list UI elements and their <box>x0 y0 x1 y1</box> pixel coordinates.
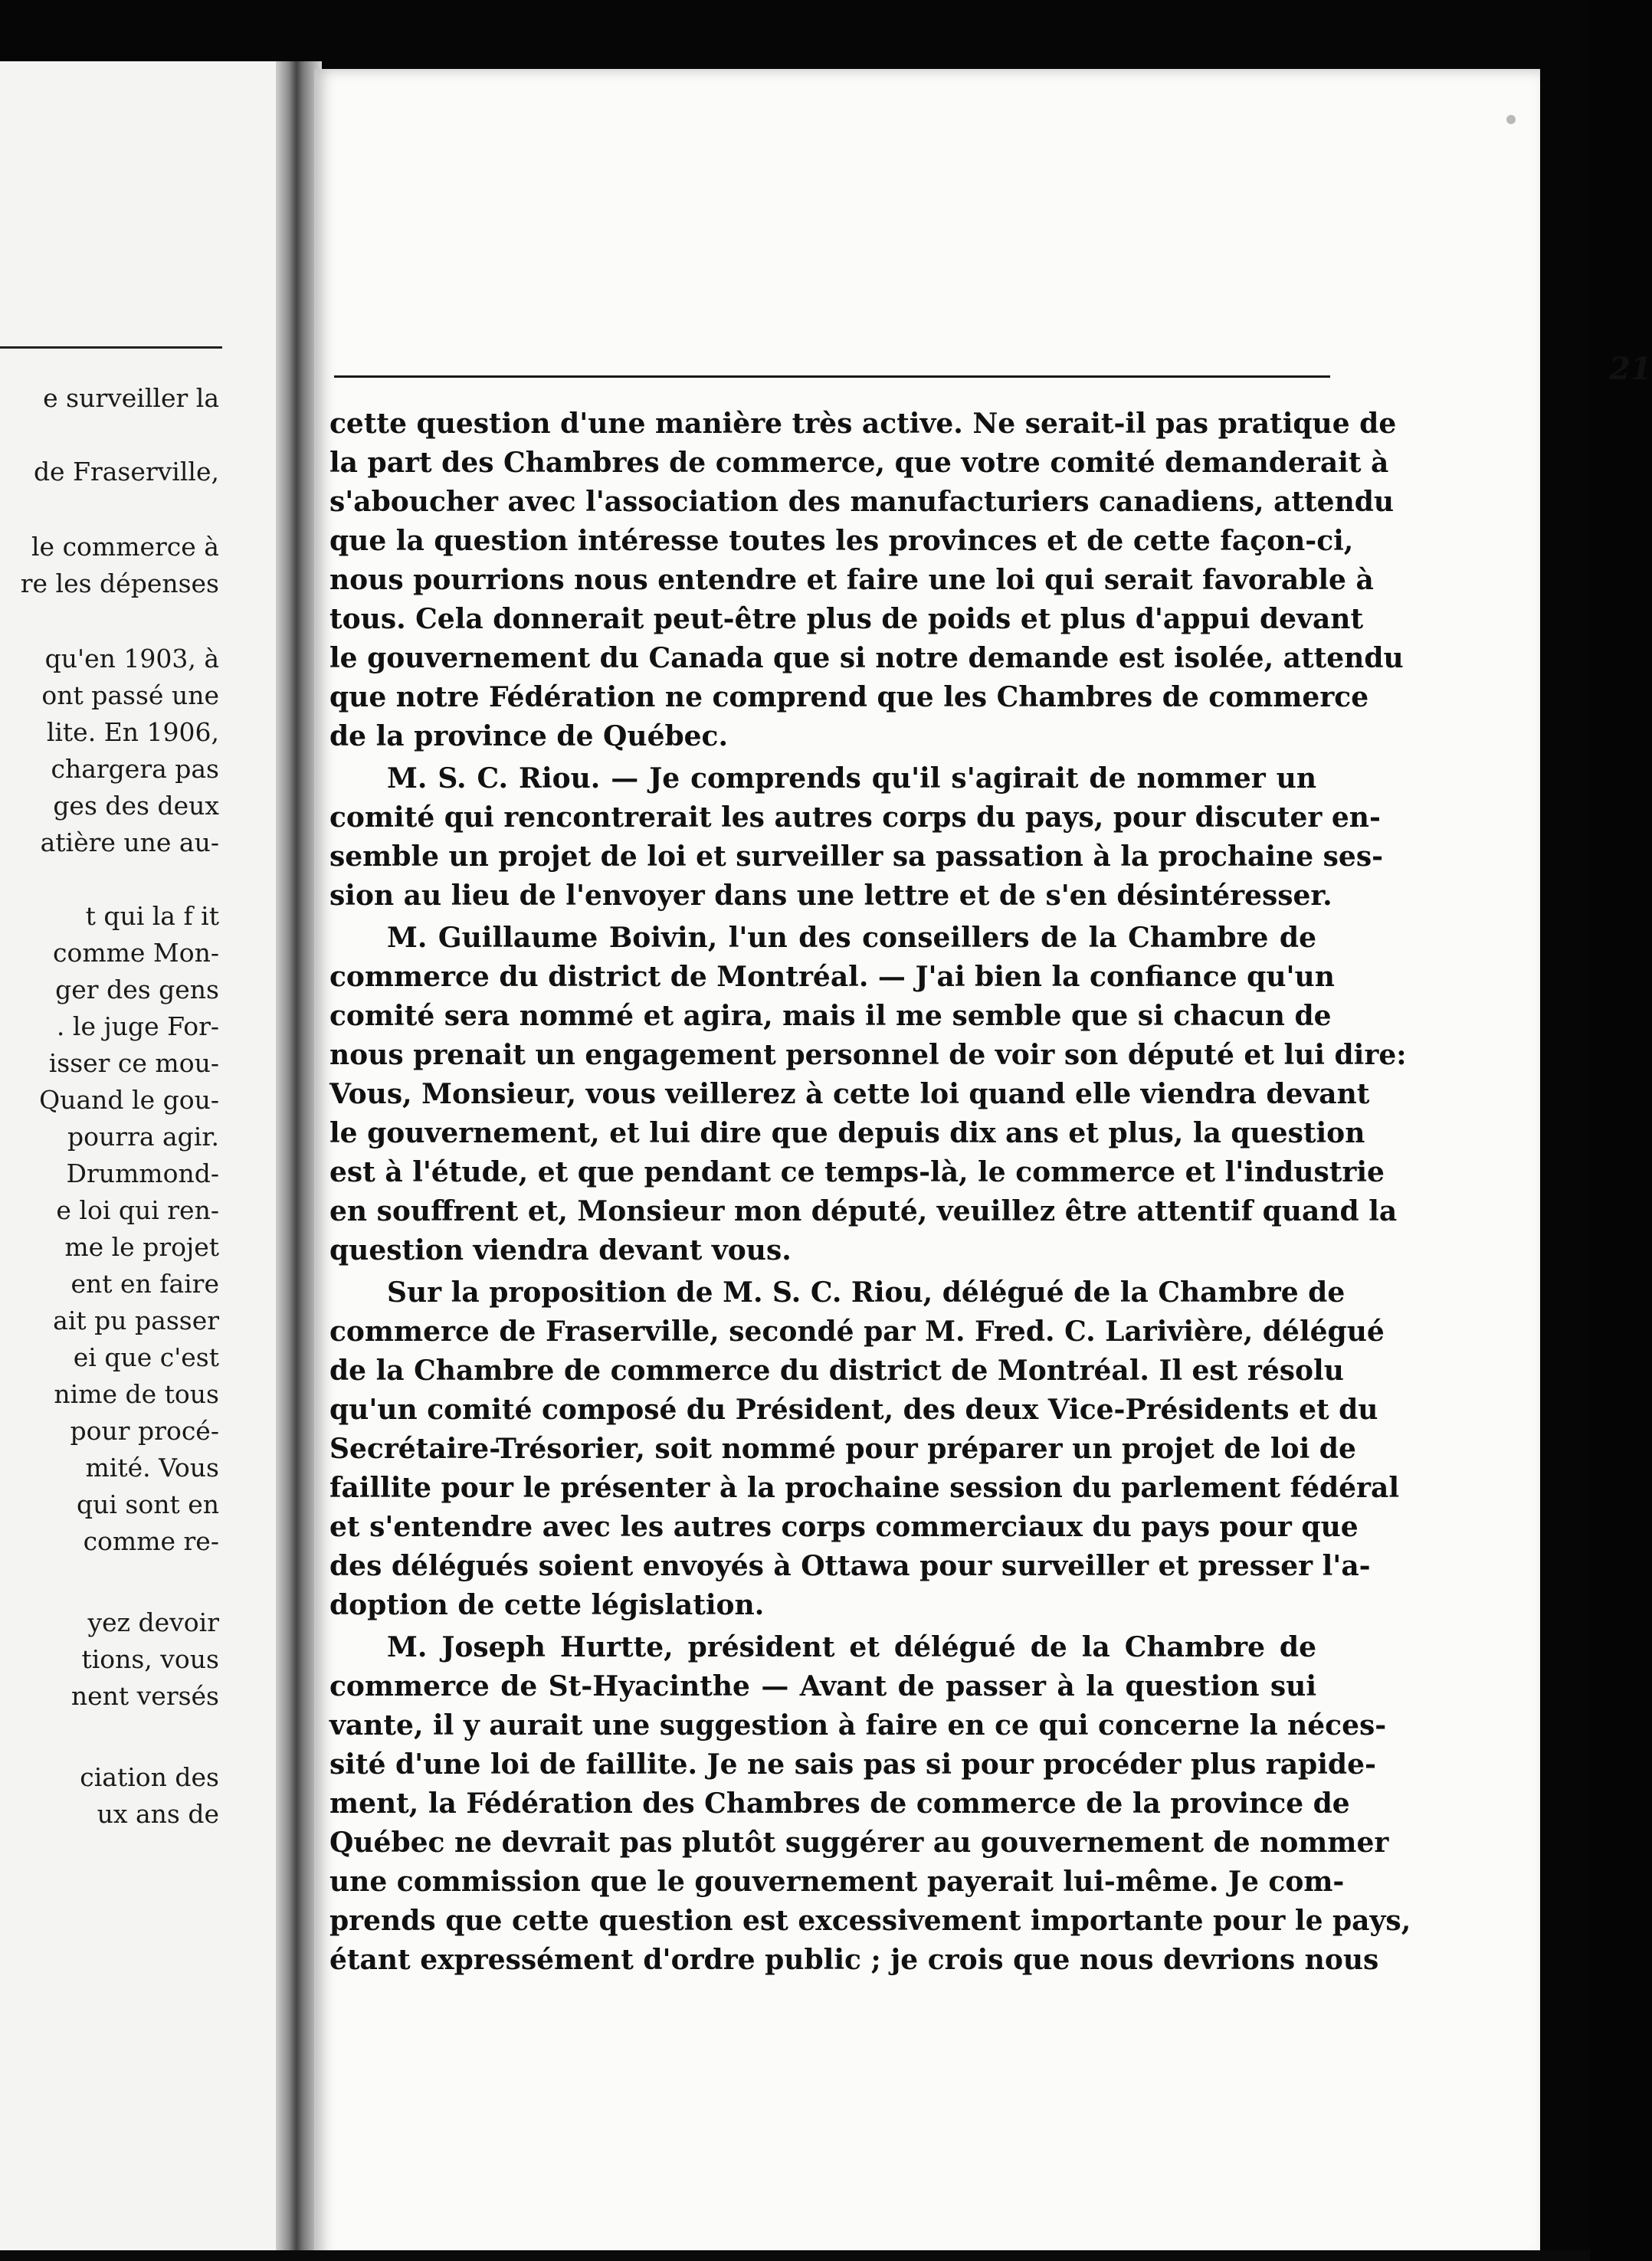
previous-page-line: yez devoir <box>87 1607 219 1637</box>
scan-speck <box>1506 115 1516 124</box>
text-line: nous pourrions nous entendre et faire une loi qui serait favorable à <box>329 564 1374 596</box>
text-line: étant expressément d'ordre public ; je crois que nous devrions nous <box>329 1944 1379 1976</box>
page-header-rule <box>334 375 1330 378</box>
text-line: M. Joseph Hurtte, président et délégué de la Chambre de <box>387 1631 1316 1663</box>
text-line: Vous, Monsieur, vous veillerez à cette loi quand elle viendra devant <box>329 1078 1370 1110</box>
previous-page-line: lite. En 1906, <box>46 717 219 747</box>
previous-page-line: tions, vous <box>81 1644 219 1674</box>
previous-page-line: nime de tous <box>54 1379 219 1409</box>
previous-page-line: comme re- <box>83 1526 219 1556</box>
current-page <box>314 69 1652 2261</box>
text-line: est à l'étude, et que pendant ce temps-là, le commerce et l'industrie <box>329 1156 1385 1188</box>
text-line: commerce de Fraserville, secondé par M. Fred. C. Larivière, délégué <box>329 1316 1385 1348</box>
previous-page-line: ges des deux <box>53 791 219 821</box>
text-line: ment, la Fédération des Chambres de commerce de la province de <box>329 1788 1350 1820</box>
text-line: Sur la proposition de M. S. C. Riou, délégué de la Chambre de <box>387 1276 1346 1309</box>
previous-page-line: Drummond- <box>66 1158 219 1188</box>
previous-page-line: ait pu passer <box>53 1306 219 1335</box>
text-line: tous. Cela donnerait peut-être plus de poids et plus d'appui devant <box>329 603 1364 635</box>
previous-page-line: pourra agir. <box>67 1122 219 1152</box>
text-line: cette question d'une manière très active. Ne serait-il pas pratique de <box>329 408 1397 440</box>
previous-page-header-rule <box>0 346 222 349</box>
text-line: et s'entendre avec les autres corps commerciaux du pays pour que <box>329 1511 1359 1543</box>
text-line: des délégués soient envoyés à Ottawa pour surveiller et presser l'a- <box>329 1550 1371 1582</box>
text-line: qu'un comité composé du Président, des deux Vice-Présidents et du <box>329 1394 1378 1426</box>
previous-page-fragment <box>0 61 276 2260</box>
text-line: comité qui rencontrerait les autres corps du pays, pour discuter en- <box>329 801 1381 834</box>
text-line: la part des Chambres de commerce, que votre comité demanderait à <box>329 447 1389 479</box>
previous-page-line: . le juge For- <box>56 1011 219 1041</box>
page-number: 21 <box>1609 351 1652 387</box>
previous-page-line: qui sont en <box>76 1489 219 1519</box>
text-line: faillite pour le présenter à la prochaine session du parlement fédéral <box>329 1472 1400 1504</box>
previous-page-line: isser ce mou- <box>48 1048 219 1078</box>
previous-page-line: mité. Vous <box>85 1453 219 1483</box>
previous-page-line: chargera pas <box>51 754 219 784</box>
text-line: nous prenait un engagement personnel de voir son député et lui dire: <box>329 1039 1407 1071</box>
previous-page-line: le commerce à <box>31 532 219 562</box>
text-line: que notre Fédération ne comprend que les Chambres de commerce <box>329 681 1369 713</box>
text-line: vante, il y aurait une suggestion à faire en ce qui concerne la néces- <box>329 1709 1387 1742</box>
text-line: de la Chambre de commerce du district de Montréal. Il est résolu <box>329 1355 1344 1387</box>
text-line: de la province de Québec. <box>329 720 728 752</box>
previous-page-line: Quand le gou- <box>39 1085 219 1115</box>
text-line: semble un projet de loi et surveiller sa passation à la prochaine ses- <box>329 841 1384 873</box>
previous-page-line: t qui la f it <box>85 901 219 931</box>
text-line: que la question intéresse toutes les provinces et de cette façon-ci, <box>329 525 1354 557</box>
scan-bottom-edge <box>0 2250 1590 2261</box>
previous-page-line: de Fraserville, <box>33 457 219 487</box>
previous-page-line: ont passé une <box>41 680 219 710</box>
previous-page-line: ger des gens <box>55 975 219 1004</box>
text-line: sité d'une loi de faillite. Je ne sais pas si pour procéder plus rapide- <box>329 1748 1376 1781</box>
text-line: commerce de St-Hyacinthe — Avant de passer à la question sui <box>329 1670 1316 1702</box>
previous-page-line: re les dépenses <box>20 569 219 598</box>
previous-page-line: me le projet <box>64 1232 219 1262</box>
text-line: doption de cette législation. <box>329 1589 765 1621</box>
previous-page-line: ei que c'est <box>73 1342 219 1372</box>
previous-page-line: e loi qui ren- <box>56 1195 219 1225</box>
previous-page-line: comme Mon- <box>52 938 219 968</box>
previous-page-line: ux ans de <box>97 1799 219 1829</box>
text-line: question viendra devant vous. <box>329 1234 792 1266</box>
text-line: sion au lieu de l'envoyer dans une lettre et de s'en désintéresser. <box>329 880 1332 912</box>
text-line: s'aboucher avec l'association des manufacturiers canadiens, attendu <box>329 486 1395 518</box>
previous-page-line: qu'en 1903, à <box>44 644 219 673</box>
text-line: en souffrent et, Monsieur mon député, veuillez être attentif quand la <box>329 1195 1398 1227</box>
text-line: M. S. C. Riou. — Je comprends qu'il s'agirait de nommer un <box>387 762 1316 795</box>
text-line: commerce du district de Montréal. — J'ai bien la confiance qu'un <box>329 961 1335 993</box>
text-line: Québec ne devrait pas plutôt suggérer au gouvernement de nommer <box>329 1827 1389 1859</box>
previous-page-line: ciation des <box>80 1762 219 1792</box>
previous-page-line: atière une au- <box>40 827 219 857</box>
previous-page-line: e surveiller la <box>43 383 219 413</box>
text-line: le gouvernement du Canada que si notre demande est isolée, attendu <box>329 642 1404 674</box>
previous-page-line: pour procé- <box>70 1416 219 1446</box>
text-line: Secrétaire-Trésorier, soit nommé pour préparer un projet de loi de <box>329 1433 1356 1465</box>
previous-page-line: nent versés <box>70 1681 219 1711</box>
previous-page-line: ent en faire <box>70 1269 219 1299</box>
text-line: le gouvernement, et lui dire que depuis dix ans et plus, la question <box>329 1117 1365 1149</box>
text-line: prends que cette question est excessivement importante pour le pays, <box>329 1905 1411 1937</box>
text-line: une commission que le gouvernement payerait lui-même. Je com- <box>329 1866 1345 1898</box>
text-line: comité sera nommé et agira, mais il me semble que si chacun de <box>329 1000 1332 1032</box>
text-line: M. Guillaume Boivin, l'un des conseillers de la Chambre de <box>387 922 1316 954</box>
